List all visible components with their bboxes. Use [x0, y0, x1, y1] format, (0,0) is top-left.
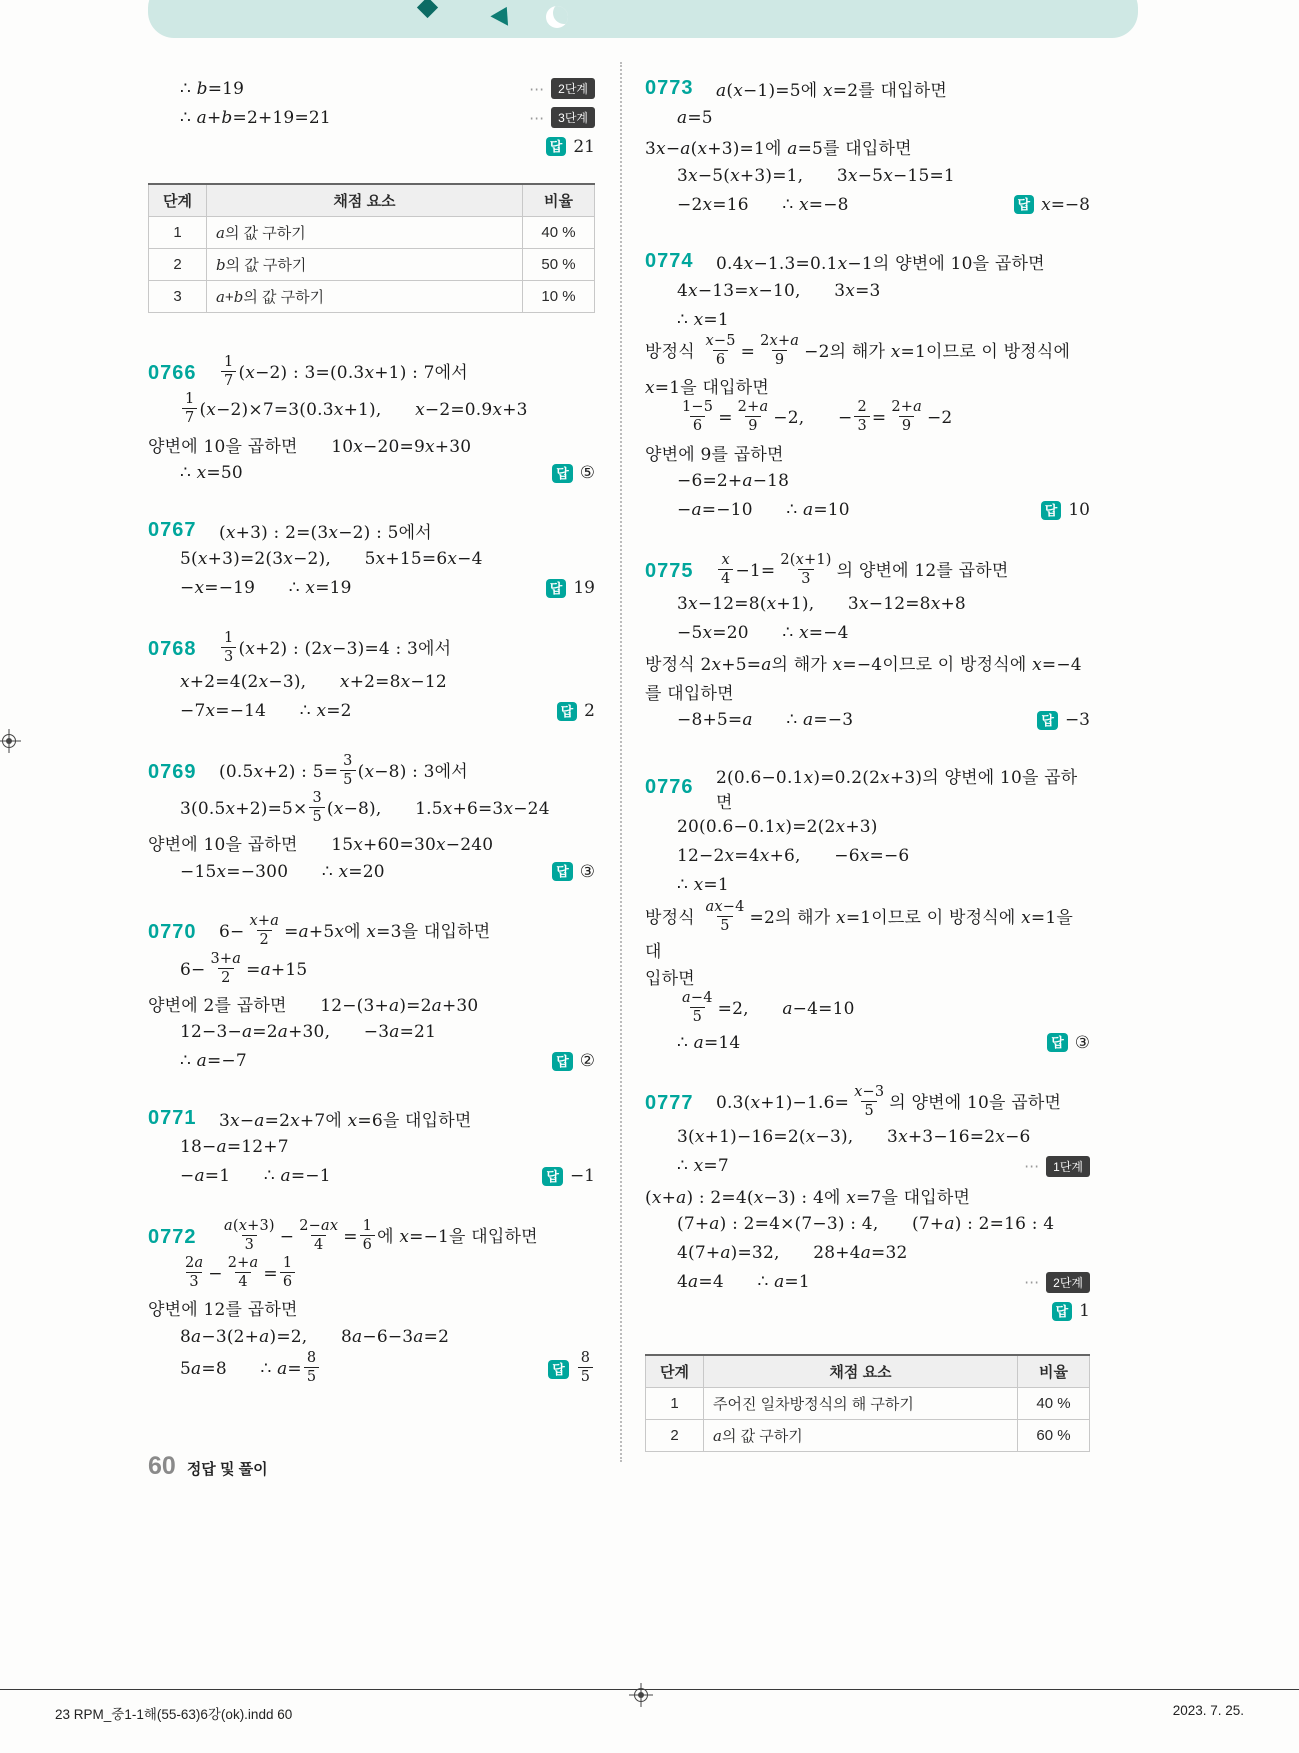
math-expression: $\frac{1}{3}$ (x+2) : (2x−3)=4 : 3에서 — [219, 631, 451, 668]
table-header-cell: 채점 요소 — [704, 1355, 1018, 1388]
solution-line — [645, 962, 1090, 991]
answer-value: 10 — [1068, 500, 1090, 520]
math-expression: −2x=16 ∴ x=−8 — [677, 194, 849, 215]
problem-number: 0776 — [645, 776, 694, 799]
answer-value: −3 — [1064, 710, 1090, 731]
problem-number: 0772 — [148, 1225, 197, 1248]
table-cell: b의 값 구하기 — [207, 249, 523, 281]
solution-line — [645, 371, 1090, 400]
fraction: $\frac{a-4}{5}$ — [682, 990, 713, 1026]
solution-line — [645, 161, 1090, 190]
answer-badge: 답 — [548, 1360, 569, 1379]
solution-line — [148, 697, 595, 726]
ellipsis: ⋯ — [1024, 1158, 1040, 1175]
ellipsis: ⋯ — [529, 109, 545, 127]
solution-line — [645, 1181, 1090, 1210]
step-badge: 1단계 — [1046, 1156, 1090, 1177]
math-expression: 0.3(x+1)−1.6= $\frac{x-3}{5}$ 의 양변에 10을 곱하면 — [716, 1084, 1062, 1120]
answer-badge: 답 — [1037, 711, 1058, 730]
solution-line — [645, 900, 1090, 962]
problem-number: 0766 — [148, 362, 197, 385]
table-header-cell: 단계 — [149, 184, 207, 217]
table-cell: 60 % — [1018, 1419, 1090, 1451]
solution-line — [645, 496, 1090, 525]
solution-line — [645, 74, 1090, 103]
solution-line — [645, 1123, 1090, 1152]
answer-badge: 답 — [546, 137, 567, 156]
answer — [1033, 500, 1090, 520]
problem-number: 0773 — [645, 77, 694, 99]
math-expression: 양변에 12를 곱하면 — [148, 1300, 298, 1321]
solution-line — [148, 1104, 595, 1133]
answer — [1029, 710, 1090, 730]
step-annotation — [521, 107, 595, 128]
math-expression: $\frac{2a}{3}$ − $\frac{2+a}{4}$ = $\frac{1}{6}$ — [180, 1256, 297, 1293]
solution-line — [645, 813, 1090, 842]
answer-value: x=−8 — [1041, 194, 1090, 215]
print-footer-filename: 23 RPM_중1-1해(55-63)6강(ok).indd 60 — [55, 1707, 293, 1722]
solution-line — [645, 132, 1090, 161]
solution-line — [148, 989, 595, 1018]
math-expression: 5a=8 ∴ a= $\frac{8}{5}$ — [180, 1351, 321, 1388]
problem-0769 — [148, 754, 595, 887]
math-expression: 방정식 $\frac{x-5}{6}$ = $\frac{2x+a}{9}$ −2의 해가 x=1이므로 이 방정식에 — [645, 333, 1071, 369]
math-expression: −a=1 ∴ a=−1 — [180, 1166, 331, 1187]
print-footer — [0, 1703, 1299, 1723]
header-illustration-triangle — [490, 2, 515, 26]
fraction: $\frac{2(x+1)}{3}$ — [780, 551, 832, 587]
fraction: $\frac{x+a}{2}$ — [249, 913, 280, 949]
math-expression: $\frac{a(x+3)}{3}$ − $\frac{2-ax}{4}$ = $\frac{1}{6}$ 에 x=−1을 대입하면 — [219, 1219, 538, 1256]
math-expression: 4(7+a)=32, 28+4a=32 — [677, 1243, 908, 1263]
solution-line — [148, 430, 595, 459]
page-footer — [148, 1452, 268, 1481]
page-number: 60 — [148, 1452, 176, 1480]
fraction: $\frac{8}{5}$ — [578, 1349, 593, 1386]
fraction: $\frac{2+a}{9}$ — [737, 399, 769, 435]
math-expression: −8+5=a ∴ a=−3 — [677, 710, 854, 731]
solution-line — [148, 952, 595, 989]
math-expression: (x+3) : 2=(3x−2) : 5에서 — [219, 522, 432, 543]
grading-table — [645, 1354, 1090, 1452]
answer — [544, 862, 595, 882]
left-problems — [148, 355, 595, 1389]
solution-line — [148, 1133, 595, 1162]
math-expression: −15x=−300 ∴ x=20 — [180, 861, 385, 882]
answer-badge: 답 — [546, 579, 567, 598]
problem-number: 0775 — [645, 559, 694, 582]
math-expression: 를 대입하면 — [645, 683, 734, 704]
table-row — [149, 249, 595, 281]
answer — [1039, 1033, 1090, 1053]
table-cell: 50 % — [523, 249, 595, 281]
table-row — [149, 217, 595, 249]
fraction: $\frac{1}{7}$ — [182, 390, 197, 427]
math-expression: x=1을 대입하면 — [645, 378, 769, 399]
column-divider — [620, 62, 622, 1462]
right-column — [645, 74, 1090, 1452]
fraction: $\frac{ax-4}{5}$ — [705, 898, 745, 934]
solution-line — [645, 400, 1090, 437]
problem-0772 — [148, 1219, 595, 1389]
solution-line — [148, 355, 595, 392]
table-row — [149, 281, 595, 313]
fraction: $\frac{1}{6}$ — [360, 1217, 375, 1254]
answer-badge: 답 — [557, 702, 578, 721]
answer-badge: 답 — [1014, 195, 1035, 214]
solution-line — [645, 1085, 1090, 1122]
fraction: $\frac{8}{5}$ — [304, 1349, 319, 1386]
fraction: $\frac{3}{5}$ — [309, 789, 324, 826]
carryover-solution — [148, 74, 595, 161]
answer-value — [576, 1351, 595, 1388]
answer-badge: 답 — [1047, 1033, 1068, 1052]
answer-value: −1 — [569, 1166, 595, 1187]
solution-line — [645, 334, 1090, 371]
math-expression: 3(0.5x+2)=5× $\frac{3}{5}$ (x−8), 1.5x+6=3x−24 — [180, 790, 550, 826]
fraction: $\frac{a(x+3)}{3}$ — [224, 1217, 275, 1253]
problem-0774 — [645, 247, 1090, 525]
table-header-row — [149, 184, 595, 217]
answer — [538, 578, 595, 598]
answer — [544, 1051, 595, 1071]
solution-line — [645, 706, 1090, 735]
solution-line — [645, 1268, 1090, 1297]
solution-line — [148, 791, 595, 828]
table-cell: 2 — [646, 1419, 704, 1451]
solution-line — [148, 1162, 595, 1191]
problem-0773 — [645, 74, 1090, 219]
solution-line — [645, 763, 1090, 813]
fraction: $\frac{x-5}{6}$ — [705, 333, 736, 369]
answer-value: 2 — [584, 701, 595, 722]
math-expression: (7+a) : 2=4×(7−3) : 4, (7+a) : 2=16 : 4 — [677, 1214, 1055, 1234]
answer-value: ③ — [579, 861, 595, 882]
solution-line — [645, 247, 1090, 276]
solution-line — [148, 1256, 595, 1293]
math-expression: (0.5x+2) : 5= $\frac{3}{5}$ (x−8) : 3에서 — [219, 752, 468, 788]
answer-value: 19 — [573, 578, 595, 598]
math-expression: 양변에 10을 곱하면 15x+60=30x−240 — [148, 835, 494, 856]
table-cell: 1 — [149, 217, 207, 249]
step-annotation — [1016, 1272, 1090, 1293]
step-annotation — [1016, 1156, 1090, 1177]
solution-line — [645, 648, 1090, 677]
math-expression: a=5 — [677, 107, 713, 128]
table-cell: 3 — [149, 281, 207, 313]
fraction: $\frac{2+a}{9}$ — [891, 399, 922, 435]
step-badge: 2단계 — [1046, 1272, 1090, 1293]
math-expression: $\frac{1}{7}$ (x−2)×7=3(0.3x+1), x−2=0.9x+3 — [180, 392, 528, 429]
left-column — [148, 74, 595, 1417]
problem-0777 — [645, 1085, 1090, 1325]
solution-line — [645, 1210, 1090, 1239]
solution-line — [645, 991, 1090, 1028]
problem-number: 0774 — [645, 250, 694, 272]
math-expression: $\frac{1}{7}$ (x−2) : 3=(0.3x+1) : 7에서 — [219, 355, 468, 392]
solution-line — [645, 553, 1090, 590]
fraction: $\frac{1}{7}$ — [221, 353, 236, 390]
fraction: $\frac{1}{3}$ — [221, 629, 236, 666]
solution-line — [645, 1028, 1090, 1057]
table-row — [646, 1419, 1090, 1451]
math-expression: −a=−10 ∴ a=10 — [677, 500, 850, 520]
math-expression: (x+a) : 2=4(x−3) : 4에 x=7을 대입하면 — [645, 1187, 971, 1208]
table-cell: 1 — [646, 1387, 704, 1419]
fraction: $\frac{x-3}{5}$ — [854, 1084, 885, 1120]
math-expression: 양변에 9를 곱하면 — [645, 444, 784, 465]
solution-line — [148, 631, 595, 668]
math-expression: $\frac{1-5}{6}$ = $\frac{2+a}{9}$ −2, − $\frac{2}{3}$ = $\frac{2+a}{9}$ −2 — [677, 400, 952, 437]
table-header-cell: 단계 — [646, 1355, 704, 1388]
math-expression: 3x−12=8(x+1), 3x−12=8x+8 — [677, 594, 966, 615]
problem-number: 0769 — [148, 760, 197, 783]
answer-value: ② — [579, 1051, 595, 1072]
math-expression: 방정식 $\frac{ax-4}{5}$ =2의 해가 x=1이므로 이 방정식에 x=1을 대 — [645, 898, 1079, 962]
header-band — [148, 0, 1138, 38]
solution-line — [148, 74, 595, 103]
table-cell: a의 값 구하기 — [704, 1419, 1018, 1451]
math-expression: −x=−19 ∴ x=19 — [180, 578, 352, 598]
table-cell: a+b의 값 구하기 — [207, 281, 523, 313]
solution-line — [645, 871, 1090, 900]
answer-badge: 답 — [552, 862, 573, 881]
solution-line — [148, 1322, 595, 1351]
solution-line — [645, 1152, 1090, 1181]
math-expression: −5x=20 ∴ x=−4 — [677, 623, 849, 644]
answer — [540, 1351, 595, 1388]
math-expression: x+2=4(2x−3), x+2=8x−12 — [180, 672, 447, 693]
ellipsis: ⋯ — [1024, 1274, 1040, 1291]
math-expression: 입하면 — [645, 969, 695, 989]
registration-mark-icon — [0, 729, 21, 753]
fraction: $\frac{1-5}{6}$ — [682, 399, 714, 435]
solution-line — [645, 590, 1090, 619]
table-cell: 주어진 일차방정식의 해 구하기 — [704, 1387, 1018, 1419]
solution-line — [645, 438, 1090, 467]
answer — [1006, 195, 1090, 215]
problem-0766 — [148, 355, 595, 488]
answer-badge: 답 — [552, 464, 573, 483]
table-cell: 40 % — [1018, 1387, 1090, 1419]
problem-0776 — [645, 763, 1090, 1058]
fraction: $\frac{2}{3}$ — [854, 398, 869, 435]
fraction: $\frac{2+a}{4}$ — [227, 1255, 259, 1291]
solution-line — [148, 103, 595, 132]
math-expression: 5(x+3)=2(3x−2), 5x+15=6x−4 — [180, 549, 483, 569]
solution-line — [148, 914, 595, 951]
answer-badge: 답 — [552, 1052, 573, 1071]
problem-0770 — [148, 914, 595, 1076]
solution-line — [645, 467, 1090, 496]
step-annotation — [521, 78, 595, 99]
solution-line — [148, 132, 595, 161]
fraction: $\frac{2x+a}{9}$ — [760, 333, 800, 369]
problem-number: 0777 — [645, 1092, 694, 1115]
math-expression: 12−3−a=2a+30, −3a=21 — [180, 1022, 437, 1043]
solution-line — [645, 677, 1090, 706]
answer-value: ⑤ — [579, 463, 595, 483]
problem-number: 0771 — [148, 1106, 197, 1129]
solution-line — [645, 619, 1090, 648]
solution-line — [148, 857, 595, 886]
left-grading-table-wrap — [148, 183, 595, 313]
math-expression: 3x−5(x+3)=1, 3x−5x−15=1 — [677, 165, 955, 186]
header-illustration-crescent-icon — [546, 6, 568, 28]
right-problems — [645, 74, 1090, 1326]
problem-0771 — [148, 1104, 595, 1191]
math-expression: 18−a=12+7 — [180, 1137, 289, 1158]
answer-badge: 답 — [1041, 501, 1062, 520]
solution-line — [148, 545, 595, 574]
fraction: $\frac{2a}{3}$ — [185, 1255, 204, 1291]
fraction: $\frac{3+a}{2}$ — [210, 950, 242, 986]
math-expression: 방정식 2x+5=a의 해가 x=−4이므로 이 방정식에 x=−4 — [645, 654, 1082, 675]
grading-table — [148, 183, 595, 313]
math-expression: 4a=4 ∴ a=1 — [677, 1272, 810, 1292]
solution-line — [148, 1293, 595, 1322]
math-expression: 양변에 2를 곱하면 12−(3+a)=2a+30 — [148, 995, 479, 1016]
answer-value: 1 — [1079, 1301, 1090, 1321]
page-footer-label: 정답 및 풀이 — [186, 1461, 268, 1478]
print-footer-date: 2023. 7. 25. — [1172, 1703, 1244, 1718]
table-cell: a의 값 구하기 — [207, 217, 523, 249]
math-expression: 0.4x−1.3=0.1x−1의 양변에 10을 곱하면 — [716, 254, 1045, 274]
answer-value: ③ — [1074, 1032, 1090, 1053]
solution-line — [148, 1018, 595, 1047]
step-badge: 3단계 — [551, 107, 595, 128]
step-badge: 2단계 — [551, 78, 595, 99]
answer — [549, 701, 595, 721]
fraction: $\frac{1}{6}$ — [280, 1254, 295, 1291]
math-expression: 6− $\frac{x+a}{2}$ =a+5x에 x=3을 대입하면 — [219, 913, 491, 949]
table-cell: 10 % — [523, 281, 595, 313]
solution-line — [148, 1351, 595, 1388]
solution-line — [148, 1219, 595, 1256]
solution-line — [148, 754, 595, 791]
math-expression: 12−2x=4x+6, −6x=−6 — [677, 846, 910, 867]
solution-line — [148, 668, 595, 697]
math-expression: ∴ b=19 — [180, 78, 245, 99]
solution-line — [148, 459, 595, 488]
problem-number: 0767 — [148, 518, 197, 541]
answer — [534, 1166, 595, 1186]
math-expression: 3x−a=2x+7에 x=6을 대입하면 — [219, 1110, 472, 1131]
answer-badge: 답 — [1052, 1302, 1073, 1321]
header-illustration-diamond — [417, 0, 438, 18]
math-expression: −6=2+a−18 — [677, 471, 790, 491]
problem-0768 — [148, 631, 595, 726]
solution-line — [645, 842, 1090, 871]
solution-line — [645, 276, 1090, 305]
math-expression: $\frac{a-4}{5}$ =2, a−4=10 — [677, 991, 855, 1028]
table-cell: 40 % — [523, 217, 595, 249]
table-header-cell: 채점 요소 — [207, 184, 523, 217]
math-expression: ∴ x=1 — [677, 875, 729, 896]
math-expression: 6− $\frac{3+a}{2}$ =a+15 — [180, 950, 308, 986]
solution-line — [148, 516, 595, 545]
solution-line — [148, 828, 595, 857]
math-expression: ∴ x=1 — [677, 309, 729, 330]
right-grading-table-wrap — [645, 1354, 1090, 1452]
problem-0775 — [645, 553, 1090, 735]
math-expression: ∴ a=14 — [677, 1032, 741, 1053]
math-expression: ∴ x=7 — [677, 1156, 729, 1176]
math-expression: 양변에 10을 곱하면 10x−20=9x+30 — [148, 436, 472, 457]
solution-line — [645, 103, 1090, 132]
solution-line — [645, 1297, 1090, 1326]
answer — [544, 463, 595, 483]
math-expression: 20(0.6−0.1x)=2(2x+3) — [677, 817, 878, 838]
solution-line — [645, 305, 1090, 334]
math-expression: a(x−1)=5에 x=2를 대입하면 — [716, 81, 947, 101]
answer — [1044, 1301, 1090, 1321]
solution-line — [645, 1239, 1090, 1268]
fraction: $\frac{3}{5}$ — [340, 752, 355, 789]
math-expression: 8a−3(2+a)=2, 8a−6−3a=2 — [180, 1326, 450, 1347]
answer-badge: 답 — [542, 1167, 563, 1186]
problem-number: 0768 — [148, 637, 197, 660]
solution-line — [645, 190, 1090, 219]
table-row — [646, 1387, 1090, 1419]
solution-line — [148, 574, 595, 603]
problem-number: 0770 — [148, 921, 197, 944]
math-expression: −7x=−14 ∴ x=2 — [180, 701, 352, 722]
fraction: $\frac{x}{4}$ — [718, 551, 733, 588]
ellipsis: ⋯ — [529, 80, 545, 98]
table-header-cell: 비율 — [1018, 1355, 1090, 1388]
math-expression: 2(0.6−0.1x)=0.2(2x+3)의 양변에 10을 곱하면 — [716, 767, 1078, 813]
answer — [538, 137, 595, 157]
answer-value: 21 — [573, 136, 595, 157]
math-expression: ∴ a+b=2+19=21 — [180, 107, 331, 128]
math-expression: 3(x+1)−16=2(x−3), 3x+3−16=2x−6 — [677, 1127, 1031, 1147]
math-expression: ∴ x=50 — [180, 463, 243, 483]
table-cell: 2 — [149, 249, 207, 281]
problem-0767 — [148, 516, 595, 603]
table-header-row — [646, 1355, 1090, 1388]
solution-line — [148, 1047, 595, 1076]
solution-line — [148, 392, 595, 429]
math-expression: 4x−13=x−10, 3x=3 — [677, 280, 881, 301]
math-expression: 3x−a(x+3)=1에 a=5를 대입하면 — [645, 139, 912, 159]
math-expression: ∴ a=−7 — [180, 1051, 247, 1072]
fraction: $\frac{2-ax}{4}$ — [299, 1217, 339, 1253]
table-header-cell: 비율 — [523, 184, 595, 217]
math-expression: $\frac{x}{4}$ −1= $\frac{2(x+1)}{3}$ 의 양변에 12를 곱하면 — [716, 553, 1009, 590]
